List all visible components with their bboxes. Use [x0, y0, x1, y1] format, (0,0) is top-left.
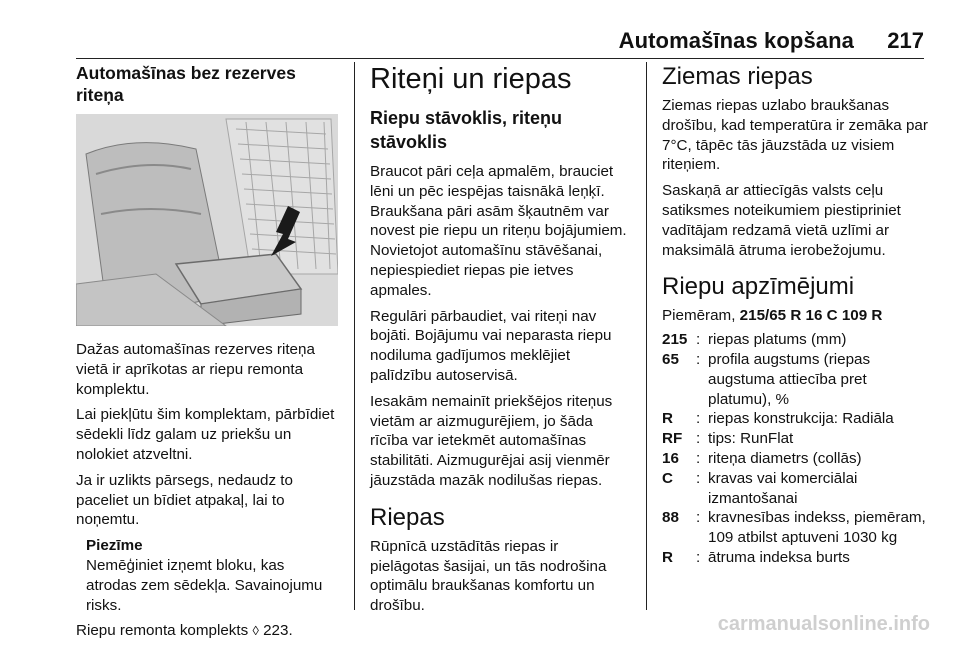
column-3 [662, 62, 928, 568]
page-header [76, 28, 924, 59]
spec-key: 65 [662, 350, 679, 368]
reference-arrow-icon: ◊ [252, 623, 259, 639]
spec-value: riepas platums (mm) [708, 331, 847, 349]
section-heading-no-spare: Automašīnas bez rezerves riteņa [76, 63, 296, 105]
column-1 [76, 62, 338, 647]
subheading-tyre-condition: Riepu stāvoklis, riteņu stāvoklis [370, 108, 563, 152]
note-box [76, 536, 338, 615]
spec-key: 88 [662, 509, 679, 527]
seat-figure-image [76, 114, 338, 326]
spec-value: riteņa diametrs (collās) [708, 449, 862, 467]
column-divider [354, 62, 355, 610]
spec-key: C [662, 469, 673, 487]
paragraph: Dažas automašīnas rezerves riteņa vietā ir aprīkotas ar riepu remonta komplektu. [76, 341, 315, 398]
column-divider [646, 62, 647, 610]
section-heading-tyre-designations: Riepu apzīmējumi [662, 273, 855, 301]
reference-page-link[interactable]: 223. [263, 622, 293, 640]
reference-text: Riepu remonta komplekts [76, 622, 249, 640]
spec-row [662, 429, 928, 449]
paragraph: Ja ir uzlikts pārsegs, nedaudz to paceliet un bīdiet atpakaļ, lai to noņemtu. [76, 471, 293, 529]
example-label: Piemēram, [662, 307, 736, 325]
paragraph: Ziemas riepas uzlabo braukšanas drošību, kad temperatūra ir zemāka par 7°C, tāpēc tās jāuzstāda uz visiem riteņiem. [662, 97, 928, 174]
spec-row [662, 409, 928, 429]
note-heading: Piezīme [86, 537, 143, 555]
section-heading-winter-tyres: Ziemas riepas [662, 63, 813, 90]
spec-separator: : [696, 548, 701, 566]
column-2 [370, 62, 630, 622]
paragraph: Regulāri pārbaudiet, vai riteņi nav bojāti. Bojājumu vai neparasta riepu nodiluma gadījumos meklējiet palīdzību autoservisā. [370, 307, 612, 384]
cross-reference [76, 621, 338, 641]
spec-value: profila augstums (riepas augstuma attiecība pret platumu), % [708, 350, 871, 408]
spec-separator: : [696, 449, 701, 467]
spec-key: R [662, 410, 673, 428]
seat-illustration [76, 114, 338, 326]
section-heading-tyres: Riepas [370, 503, 445, 531]
page-title: Automašīnas kopšana [618, 28, 854, 53]
paragraph: Iesakām nemainīt priekšējos riteņus vietām ar aizmugurējiem, jo šāda rīcība var ietekmēt automašīnas stabilitāti. Aizmugurējai asij vienmēr jāuzstāda mazāk nodilušas riepas. [370, 392, 613, 489]
spec-key: 215 [662, 331, 688, 349]
spec-row [662, 508, 928, 548]
spec-row [662, 350, 928, 409]
spec-separator: : [696, 469, 701, 487]
spec-separator: : [696, 350, 701, 368]
spec-row [662, 449, 928, 469]
spec-key: 16 [662, 449, 679, 467]
paragraph: Rūpnīcā uzstādītās riepas ir pielāgotas šasijai, un tās nodrošina optimālu braukšanas komfortu un drošību. [370, 537, 607, 615]
spec-key: R [662, 548, 673, 566]
paragraph: Saskaņā ar attiecīgās valsts ceļu satiksmes noteikumiem piestipriniet vadītājam redzamā vietā uzlīmi ar maksimālā ātruma ierobežojumu. [662, 182, 901, 259]
note-text: Nemēģiniet izņemt bloku, kas atrodas zem sēdekļa. Savainojumu risks. [86, 556, 323, 614]
spec-separator: : [696, 410, 701, 428]
section-title-wheels-tyres: Riteņi un riepas [370, 63, 572, 95]
spec-value: tips: RunFlat [708, 430, 794, 448]
spec-separator: : [696, 430, 701, 448]
spec-list [662, 330, 928, 568]
example-value: 215/65 R 16 C 109 R [739, 307, 883, 325]
spec-row [662, 330, 928, 350]
spec-value: kravnesības indekss, piemēram, 109 atbilst aptuveni 1030 kg [708, 509, 926, 547]
example-line [662, 306, 928, 326]
spec-separator: : [696, 509, 701, 527]
spec-row [662, 548, 928, 568]
spec-value: riepas konstrukcija: Radiāla [708, 410, 894, 428]
spec-separator: : [696, 331, 701, 349]
spec-value: kravas vai komerciālai izmantošanai [708, 469, 858, 507]
paragraph: Braucot pāri ceļa apmalēm, brauciet lēni un pēc iespējas taisnākā leņķī. Braukšana pāri asām šķautnēm var novest pie riepu un riteņu bojājumiem. Novietojot automašīnu stāvēšanai, nepiespiediet riepas pie ietves apmales. [370, 163, 627, 299]
watermark: carmanualsonline.info [717, 613, 930, 635]
paragraph: Lai piekļūtu šim komplektam, pārbīdiet sēdekli līdz galam uz priekšu un nolokiet atzveltni. [76, 406, 335, 463]
spec-row [662, 469, 928, 509]
spec-value: ātruma indeksa burts [708, 548, 850, 566]
spec-key: RF [662, 430, 683, 448]
page-number: 217 [887, 28, 924, 53]
